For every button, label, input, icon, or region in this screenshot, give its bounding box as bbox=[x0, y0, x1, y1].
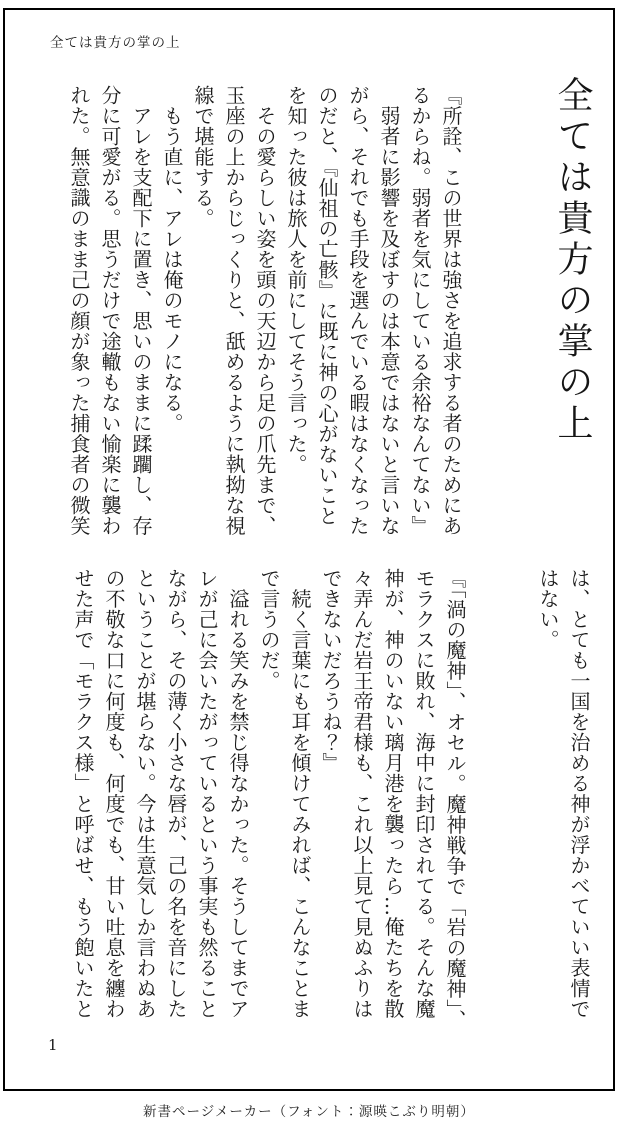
text-line: 々弄んだ岩王帝君様も、これ以上見て見ぬふりは bbox=[350, 568, 374, 1019]
blank-line bbox=[470, 568, 501, 1048]
page-title: 全ては貴方の掌の上 bbox=[552, 76, 593, 445]
text-line: 神が、神のいない璃月港を襲ったら…俺たちを散 bbox=[381, 568, 405, 1019]
text-line: 『「渦の魔神」、オセル。魔神戦争で「岩の魔神」、 bbox=[443, 568, 467, 1030]
text-line: 分に可愛がる。思うだけで途轍もない愉楽に襲わ bbox=[98, 85, 122, 536]
text-line: のだと、『仙祖の亡骸』に既に神の心がないこと bbox=[315, 85, 339, 526]
text-line: アレを支配下に置き、思いのままに蹂躙し、存 bbox=[129, 85, 153, 536]
text-line: レが己に会いたがっているという事実も然ること bbox=[195, 568, 219, 1019]
upper-lines bbox=[63, 76, 466, 554]
text-block-lower bbox=[38, 568, 594, 1048]
text-line: 『所詮、この世界は強さを追求する者のためにあ bbox=[439, 85, 463, 536]
text-line: で言うのだ。 bbox=[257, 568, 281, 691]
text-line: の不敬な口に何度も、何度でも、甘い吐息を纏わ bbox=[102, 568, 126, 1019]
page-number: 1 bbox=[48, 1036, 58, 1054]
text-line: できないだろうね？』 bbox=[319, 568, 343, 773]
text-line: 続く言葉にも耳を傾けてみれば、こんなことま bbox=[288, 568, 312, 1019]
text-line: れた。無意識のまま己の顔が象った捕食者の微笑 bbox=[67, 85, 91, 536]
text-line: 溢れる笑みを禁じ得なかった。そうしてまでア bbox=[226, 568, 250, 1019]
text-block-upper bbox=[38, 76, 594, 554]
text-line: ということが堪らない。今は生意気しか言わぬあ bbox=[133, 568, 157, 1019]
blank-line bbox=[501, 568, 532, 1048]
text-line: 線で堪能する。 bbox=[191, 85, 215, 229]
text-line: を知った彼は旅人を前にしてそう言った。 bbox=[284, 85, 308, 475]
text-line: 玉座の上からじっくりと、舐めるように執拗な視 bbox=[222, 85, 246, 536]
text-line: せた声で「モラクス様」と呼ばせ、もう飽いたと bbox=[71, 568, 95, 1019]
text-line: ながら、その薄く小さな唇が、己の名を音にした bbox=[164, 568, 188, 1019]
text-line: その愛らしい姿を頭の天辺から足の爪先まで、 bbox=[253, 85, 277, 536]
text-line: 弱者に影響を及ぼすのは本意ではないと言いな bbox=[377, 85, 401, 536]
text-line: もう直に、アレは俺のモノになる。 bbox=[160, 85, 184, 434]
footer-credit: 新書ページメーカー（フォント：源暎こぶり明朝） bbox=[143, 1104, 475, 1120]
running-header: 全ては貴方の掌の上 bbox=[50, 35, 181, 51]
lower-lines bbox=[67, 568, 594, 1048]
text-line: はない。 bbox=[536, 568, 560, 650]
text-line: は、とても一国を治める神が浮かべていい表情で bbox=[567, 568, 591, 1019]
text-line: がら、それでも手段を選んでいる暇はなくなった bbox=[346, 85, 370, 536]
text-line: モラクスに敗れ、海中に封印されてる。そんな魔 bbox=[412, 568, 436, 1019]
text-line: るからね。弱者を気にしている余裕なんてない』 bbox=[408, 85, 432, 536]
